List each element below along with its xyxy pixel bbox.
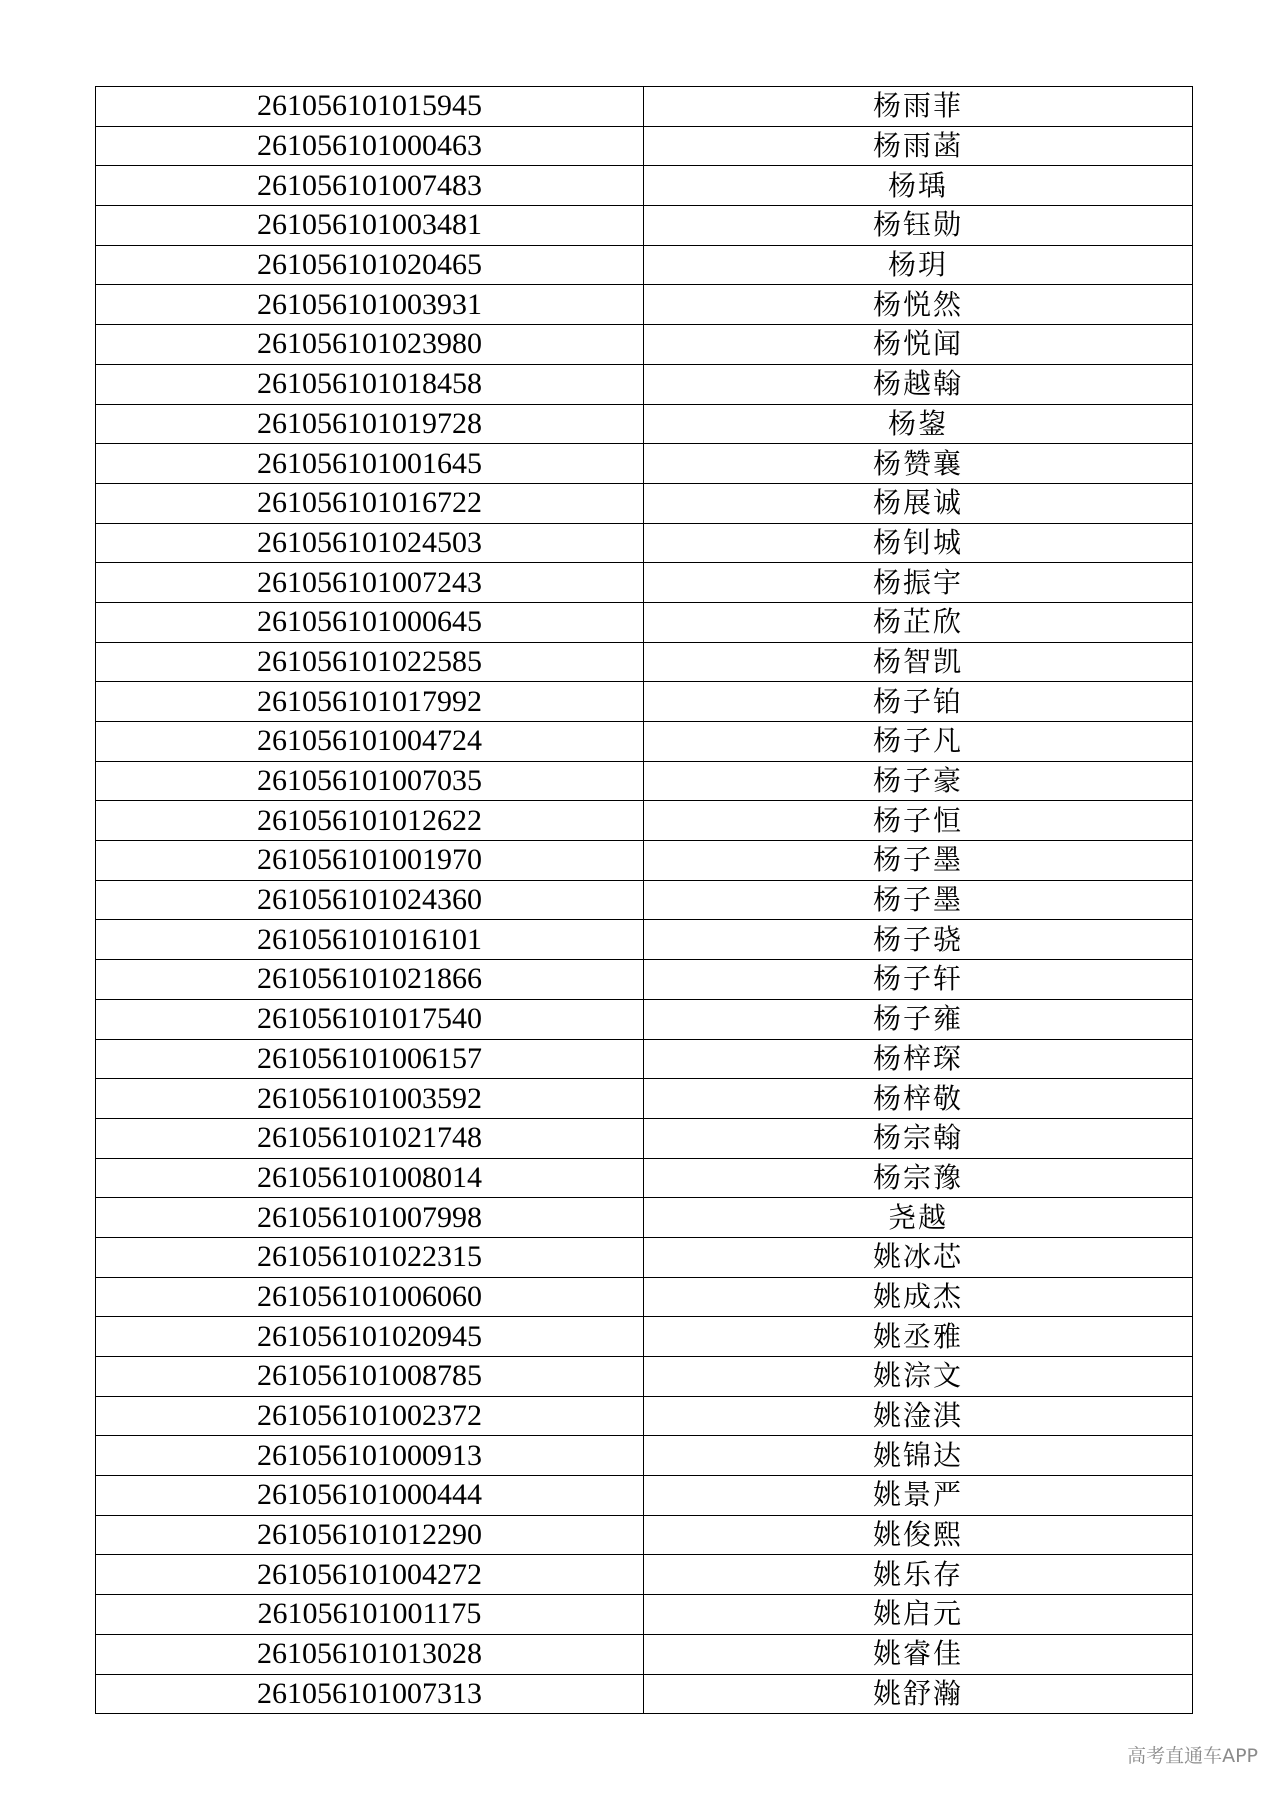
candidate-name-cell: 姚锦达: [644, 1436, 1193, 1476]
roster-body: [96, 87, 1193, 1714]
candidate-name-cell: 杨雨菡: [644, 126, 1193, 166]
candidate-id-cell: 261056101016101: [96, 920, 644, 960]
table-row: [96, 483, 1193, 523]
candidate-id-cell: 261056101000645: [96, 602, 644, 642]
candidate-name-cell: 杨玥: [644, 245, 1193, 285]
candidate-id-cell: 261056101001645: [96, 444, 644, 484]
candidate-id-cell: 261056101013028: [96, 1634, 644, 1674]
candidate-id-cell: 261056101008014: [96, 1158, 644, 1198]
watermark: 高考直通车APP: [1127, 1745, 1258, 1767]
table-row: [96, 563, 1193, 603]
candidate-name-cell: 杨悦然: [644, 285, 1193, 325]
table-row: [96, 364, 1193, 404]
table-row: [96, 642, 1193, 682]
table-row: [96, 1237, 1193, 1277]
table-row: [96, 1595, 1193, 1635]
table-row: [96, 722, 1193, 762]
table-row: [96, 325, 1193, 365]
candidate-name-cell: 杨悦闻: [644, 325, 1193, 365]
candidate-id-cell: 261056101000913: [96, 1436, 644, 1476]
candidate-id-cell: 261056101007313: [96, 1674, 644, 1714]
candidate-name-cell: 姚丞雅: [644, 1317, 1193, 1357]
table-row: [96, 1555, 1193, 1595]
table-row: [96, 1357, 1193, 1397]
candidate-name-cell: 姚景严: [644, 1476, 1193, 1516]
candidate-name-cell: 杨宗豫: [644, 1158, 1193, 1198]
candidate-id-cell: 261056101002372: [96, 1396, 644, 1436]
table-row: [96, 761, 1193, 801]
candidate-id-cell: 261056101004272: [96, 1555, 644, 1595]
candidate-name-cell: 姚俊熙: [644, 1515, 1193, 1555]
candidate-id-cell: 261056101007035: [96, 761, 644, 801]
candidate-name-cell: 杨子骁: [644, 920, 1193, 960]
table-row: [96, 285, 1193, 325]
candidate-id-cell: 261056101000463: [96, 126, 644, 166]
candidate-name-cell: 杨宗翰: [644, 1118, 1193, 1158]
candidate-name-cell: 杨越翰: [644, 364, 1193, 404]
candidate-id-cell: 261056101006157: [96, 1039, 644, 1079]
candidate-id-cell: 261056101019728: [96, 404, 644, 444]
candidate-name-cell: 杨子恒: [644, 801, 1193, 841]
candidate-name-cell: 杨子墨: [644, 841, 1193, 881]
candidate-id-cell: 261056101007483: [96, 166, 644, 206]
table-row: [96, 920, 1193, 960]
candidate-id-cell: 261056101012622: [96, 801, 644, 841]
candidate-id-cell: 261056101021748: [96, 1118, 644, 1158]
candidate-name-cell: 杨梓敬: [644, 1079, 1193, 1119]
table-row: [96, 1515, 1193, 1555]
candidate-id-cell: 261056101024503: [96, 523, 644, 563]
candidate-name-cell: 杨瑀: [644, 166, 1193, 206]
candidate-id-cell: 261056101004724: [96, 722, 644, 762]
table-row: [96, 602, 1193, 642]
table-row: [96, 682, 1193, 722]
table-row: [96, 1277, 1193, 1317]
candidate-id-cell: 261056101006060: [96, 1277, 644, 1317]
candidate-id-cell: 261056101023980: [96, 325, 644, 365]
table-row: [96, 1039, 1193, 1079]
candidate-id-cell: 261056101022585: [96, 642, 644, 682]
candidate-name-cell: 杨雨菲: [644, 87, 1193, 127]
candidate-id-cell: 261056101021866: [96, 960, 644, 1000]
candidate-name-cell: 杨赞襄: [644, 444, 1193, 484]
candidate-id-cell: 261056101003592: [96, 1079, 644, 1119]
candidate-name-cell: 姚启元: [644, 1595, 1193, 1635]
candidate-id-cell: 261056101000444: [96, 1476, 644, 1516]
candidate-name-cell: 杨子豪: [644, 761, 1193, 801]
candidate-name-cell: 姚睿佳: [644, 1634, 1193, 1674]
roster-table: [95, 86, 1193, 1714]
table-row: [96, 245, 1193, 285]
table-row: [96, 880, 1193, 920]
table-row: [96, 126, 1193, 166]
table-row: [96, 87, 1193, 127]
candidate-id-cell: 261056101018458: [96, 364, 644, 404]
table-row: [96, 1396, 1193, 1436]
candidate-name-cell: 姚舒瀚: [644, 1674, 1193, 1714]
candidate-id-cell: 261056101001175: [96, 1595, 644, 1635]
candidate-name-cell: 杨钰勋: [644, 206, 1193, 246]
candidate-id-cell: 261056101008785: [96, 1357, 644, 1397]
table-row: [96, 1317, 1193, 1357]
candidate-name-cell: 杨子轩: [644, 960, 1193, 1000]
table-row: [96, 960, 1193, 1000]
table-row: [96, 1118, 1193, 1158]
candidate-name-cell: 杨钊城: [644, 523, 1193, 563]
candidate-name-cell: 姚成杰: [644, 1277, 1193, 1317]
table-row: [96, 1436, 1193, 1476]
candidate-name-cell: 杨梓琛: [644, 1039, 1193, 1079]
candidate-id-cell: 261056101017540: [96, 999, 644, 1039]
candidate-name-cell: 杨智凯: [644, 642, 1193, 682]
candidate-name-cell: 姚冰芯: [644, 1237, 1193, 1277]
table-row: [96, 404, 1193, 444]
table-row: [96, 206, 1193, 246]
candidate-name-cell: 杨芷欣: [644, 602, 1193, 642]
candidate-id-cell: 261056101007243: [96, 563, 644, 603]
candidate-name-cell: 杨子雍: [644, 999, 1193, 1039]
table-row: [96, 444, 1193, 484]
candidate-name-cell: 姚淙文: [644, 1357, 1193, 1397]
candidate-name-cell: 杨振宇: [644, 563, 1193, 603]
candidate-id-cell: 261056101020465: [96, 245, 644, 285]
table-row: [96, 1079, 1193, 1119]
candidate-id-cell: 261056101017992: [96, 682, 644, 722]
candidate-name-cell: 姚淦淇: [644, 1396, 1193, 1436]
candidate-id-cell: 261056101020945: [96, 1317, 644, 1357]
candidate-id-cell: 261056101024360: [96, 880, 644, 920]
candidate-name-cell: 杨子凡: [644, 722, 1193, 762]
candidate-id-cell: 261056101015945: [96, 87, 644, 127]
candidate-name-cell: 杨鋆: [644, 404, 1193, 444]
candidate-id-cell: 261056101003931: [96, 285, 644, 325]
candidate-name-cell: 杨展诚: [644, 483, 1193, 523]
table-row: [96, 1634, 1193, 1674]
candidate-id-cell: 261056101022315: [96, 1237, 644, 1277]
table-row: [96, 1158, 1193, 1198]
table-row: [96, 166, 1193, 206]
candidate-name-cell: 姚乐存: [644, 1555, 1193, 1595]
candidate-name-cell: 杨子铂: [644, 682, 1193, 722]
table-row: [96, 801, 1193, 841]
table-row: [96, 1476, 1193, 1516]
table-row: [96, 999, 1193, 1039]
table-row: [96, 1674, 1193, 1714]
table-row: [96, 841, 1193, 881]
table-row: [96, 1198, 1193, 1238]
candidate-id-cell: 261056101012290: [96, 1515, 644, 1555]
candidate-name-cell: 尧越: [644, 1198, 1193, 1238]
candidate-id-cell: 261056101003481: [96, 206, 644, 246]
candidate-id-cell: 261056101007998: [96, 1198, 644, 1238]
candidate-name-cell: 杨子墨: [644, 880, 1193, 920]
candidate-id-cell: 261056101016722: [96, 483, 644, 523]
candidate-id-cell: 261056101001970: [96, 841, 644, 881]
table-row: [96, 523, 1193, 563]
